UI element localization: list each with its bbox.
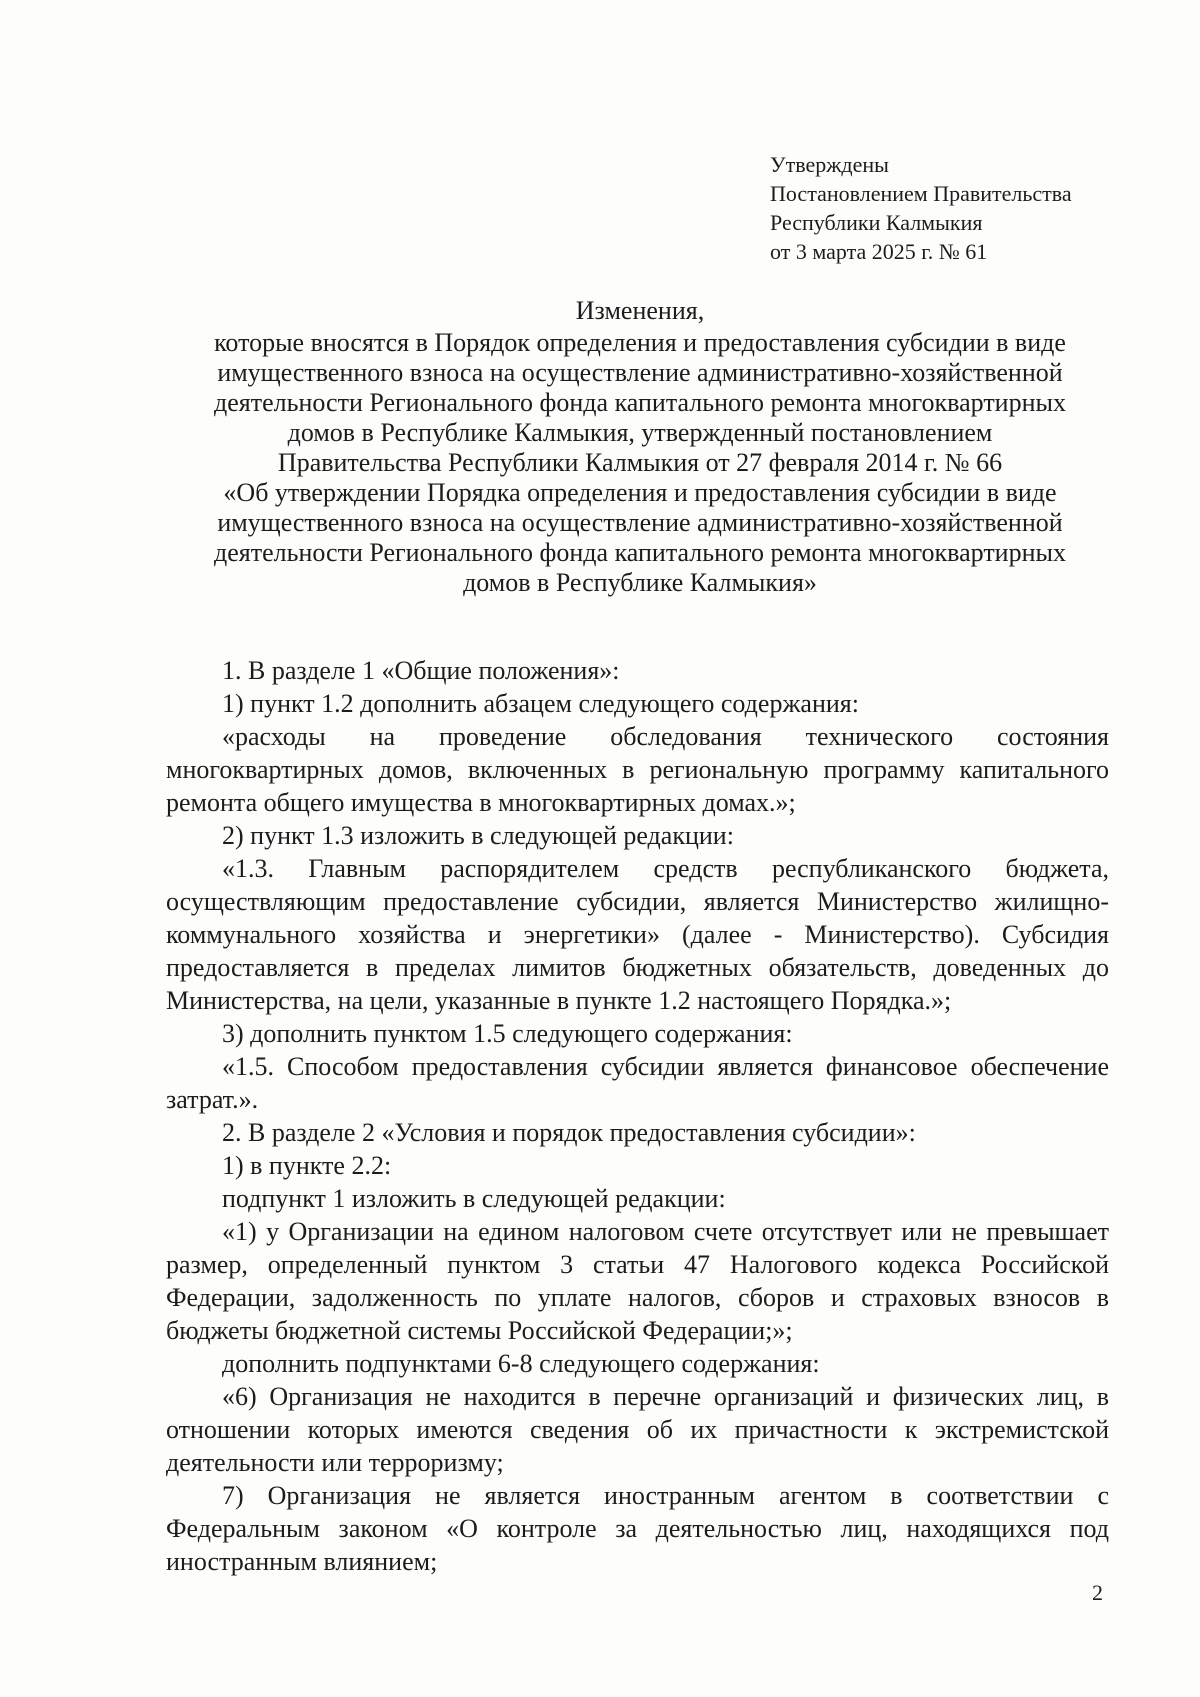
paragraph: 7) Организация не является иностранным агентом в соответствии с Федеральным законом «О контроле за деятельностью лиц, находящихся под иностранным влиянием; <box>166 1481 1109 1576</box>
page-number: 2 <box>1092 1580 1103 1605</box>
title-line: имущественного взноса на осуществление административно-хозяйственной <box>217 508 1063 537</box>
document-body <box>166 654 1109 1578</box>
title-line: которые вносятся в Порядок определения и предоставления субсидии в виде <box>214 328 1066 357</box>
title-line: домов в Республике Калмыкия» <box>463 568 817 597</box>
paragraph: «1.3. Главным распорядителем средств республиканского бюджета, осуществляющим предоставление субсидии, является Министерство жилищно-коммунального хозяйства и энергетики» (далее - Министерство). Субсидия предоставляется в пределах лимитов бюджетных обязательств, доведенных до Министерства, на цели, указанные в пункте 1.2 настоящего Порядка.»; <box>166 854 1109 1015</box>
title-line: имущественного взноса на осуществление административно-хозяйственной <box>217 358 1063 387</box>
paragraph: «1.5. Способом предоставления субсидии является финансовое обеспечение затрат.». <box>166 1052 1109 1114</box>
title-line: домов в Республике Калмыкия, утвержденный постановлением <box>287 418 993 447</box>
paragraph: 3) дополнить пунктом 1.5 следующего содержания: <box>222 1019 793 1048</box>
paragraph: дополнить подпунктами 6-8 следующего содержания: <box>222 1349 820 1378</box>
approval-line: Республики Калмыкия <box>770 210 983 235</box>
document-title <box>160 296 1120 598</box>
title-line: «Об утверждении Порядка определения и предоставления субсидии в виде <box>223 478 1057 507</box>
paragraph: «1) у Организации на едином налоговом счете отсутствует или не превышает размер, определенный пунктом 3 статьи 47 Налогового кодекса Российской Федерации, задолженность по уплате налогов, сборов и страховых взносов в бюджеты бюджетной системы Российской Федерации;»; <box>166 1217 1109 1345</box>
paragraph: 2. В разделе 2 «Условия и порядок предоставления субсидии»: <box>222 1118 916 1147</box>
title-line: деятельности Регионального фонда капитального ремонта многоквартирных <box>214 388 1066 417</box>
paragraph: 1) в пункте 2.2: <box>222 1151 392 1180</box>
paragraph: 2) пункт 1.3 изложить в следующей редакции: <box>222 821 734 850</box>
paragraph: «расходы на проведение обследования технического состояния многоквартирных домов, включенных в региональную программу капитального ремонта общего имущества в многоквартирных домах.»; <box>166 722 1109 817</box>
approval-line: Утверждены <box>770 152 889 177</box>
approval-line: Постановлением Правительства <box>770 181 1072 206</box>
approval-stamp <box>770 150 1072 266</box>
paragraph: «6) Организация не находится в перечне организаций и физических лиц, в отношении которых имеются сведения об их причастности к экстремистской деятельности или терроризму; <box>166 1382 1109 1477</box>
paragraph: 1) пункт 1.2 дополнить абзацем следующего содержания: <box>222 689 859 718</box>
paragraph: 1. В разделе 1 «Общие положения»: <box>222 656 620 685</box>
paragraph: подпункт 1 изложить в следующей редакции: <box>222 1184 726 1213</box>
title-line: Правительства Республики Калмыкия от 27 февраля 2014 г. № 66 <box>277 448 1003 477</box>
approval-line: от 3 марта 2025 г. № 61 <box>770 239 988 264</box>
title-heading: Изменения, <box>575 296 705 325</box>
title-line: деятельности Регионального фонда капитального ремонта многоквартирных <box>214 538 1066 567</box>
